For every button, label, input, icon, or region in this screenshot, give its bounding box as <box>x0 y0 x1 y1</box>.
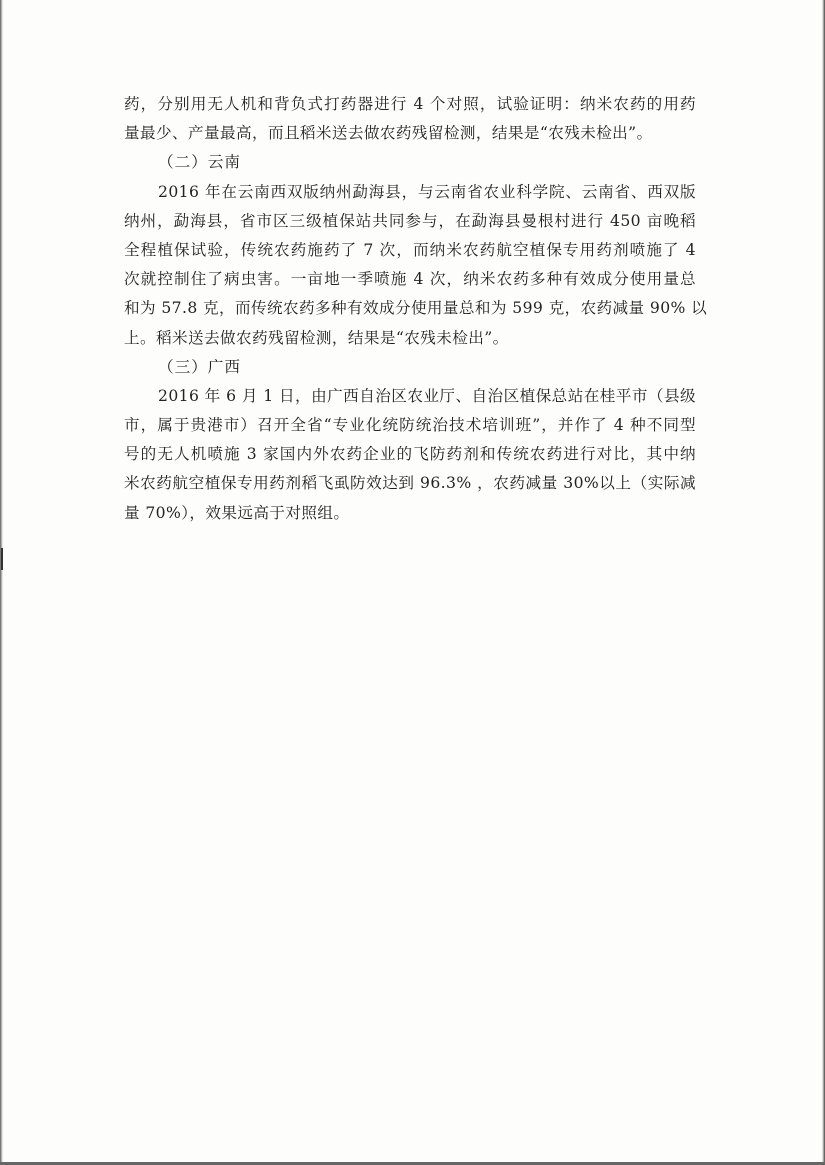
text-line: 和为 57.8 克，而传统农药多种有效成分使用量总和为 599 克，农药减量 90% 以 <box>124 299 708 318</box>
scan-margin-mark <box>1 548 3 570</box>
text-line: 全程植保试验，传统农药施药了 7 次，而纳米农药航空植保专用药剂喷施了 4 <box>124 240 696 259</box>
text-line: 量最少、产量最高，而且稻米送去做农药残留检测，结果是“农残未检出”。 <box>124 124 653 143</box>
scan-edge-left <box>0 0 3 1165</box>
yunnan-paragraph <box>124 178 708 353</box>
text-line: 次就控制住了病虫害。一亩地一季喷施 4 次，纳米农药多种有效成分使用量总 <box>124 270 696 289</box>
text-line: 市，属于贵港市）召开全省“专业化统防统治技术培训班”，并作了 4 种不同型 <box>124 416 696 435</box>
guangxi-paragraph <box>124 382 696 528</box>
document-body <box>124 90 708 528</box>
text-line: 2016 年 6 月 1 日，由广西自治区农业厅、自治区植保总站在桂平市（县级 <box>158 386 696 405</box>
text-line: 纳州，勐海县，省市区三级植保站共同参与，在勐海县曼根村进行 450 亩晚稻 <box>124 211 696 230</box>
text-line: 号的无人机喷施 3 家国内外农药企业的飞防药剂和传统农药进行对比，其中纳 <box>124 445 696 464</box>
text-line: 上。稻米送去做农药残留检测，结果是“农残未检出”。 <box>124 328 509 347</box>
text-line: 量 70%），效果远高于对照组。 <box>124 503 350 522</box>
intro-paragraph <box>124 90 696 148</box>
section-heading-yunnan: （二）云南 <box>158 153 241 172</box>
text-line: 2016 年在云南西双版纳州勐海县，与云南省农业科学院、云南省、西双版 <box>158 182 696 201</box>
text-line: 药，分别用无人机和背负式打药器进行 4 个对照，试验证明：纳米农药的用药 <box>124 95 696 113</box>
section-heading-guangxi: （三）广西 <box>158 357 241 376</box>
text-line: 米农药航空植保专用药剂稻飞虱防效达到 96.3% ，农药减量 30%以上（实际减 <box>124 474 696 493</box>
